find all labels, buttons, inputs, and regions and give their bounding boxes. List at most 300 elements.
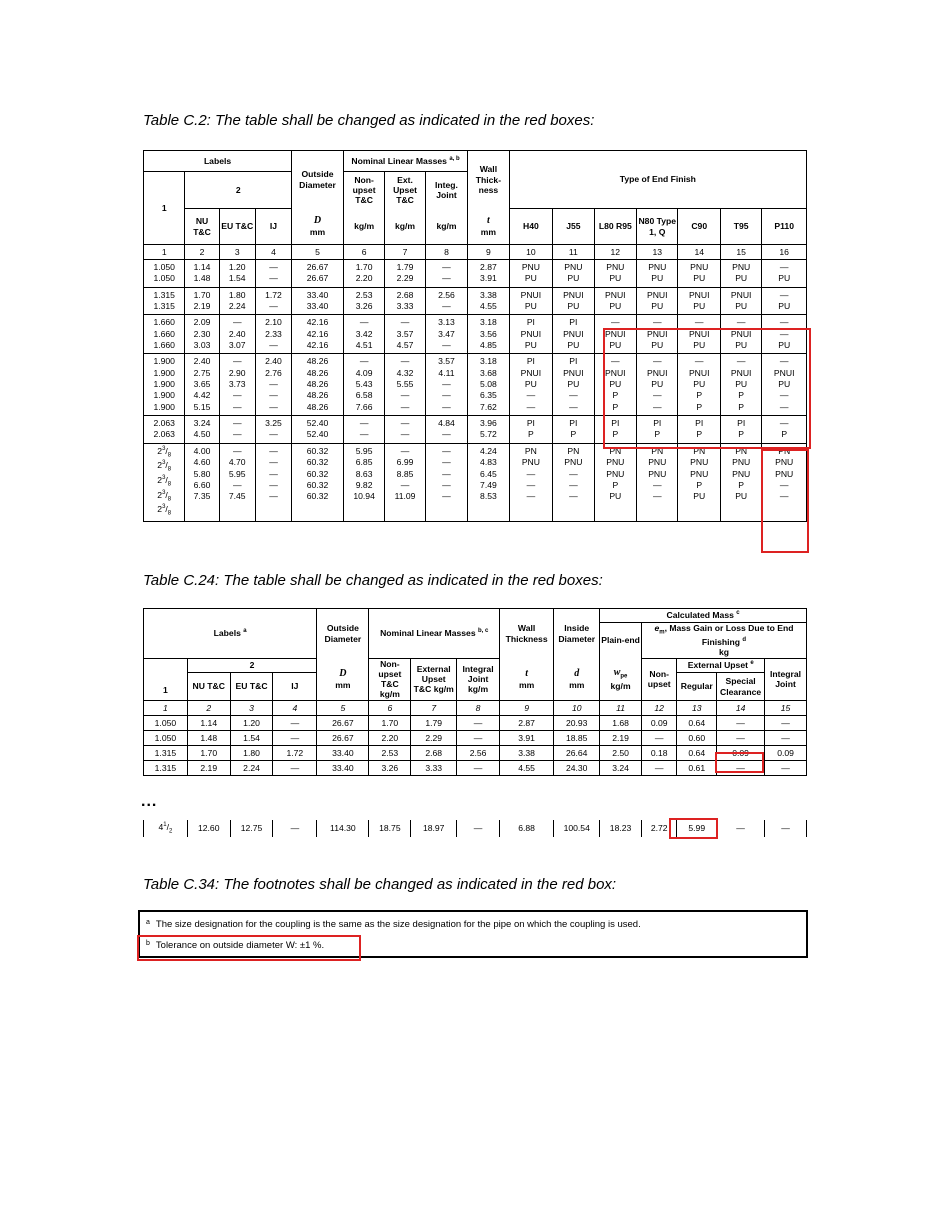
table-cell (385, 315, 425, 354)
header-kgm: kg/m (425, 209, 467, 245)
column-number: 6 (369, 700, 411, 715)
table-cell (255, 315, 291, 354)
table-cell (468, 443, 509, 521)
cell-value: 3.26 (355, 301, 373, 312)
cell-value: 3.68 (480, 367, 497, 378)
table-cell: 0.64 (677, 715, 717, 730)
cell-value: 1.80 (228, 289, 246, 300)
column-number: 11 (553, 245, 594, 260)
header-nominal-masses: Nominal Linear Masses $^{b, c}$ (369, 609, 499, 659)
cell-value: P (738, 429, 745, 440)
table-cell (385, 260, 425, 288)
table-cell: 0.09 (765, 745, 807, 760)
cell-value: PNUI (605, 328, 626, 339)
header-j55: J55 (553, 209, 594, 245)
cell-value: PU (735, 273, 748, 284)
table-row (144, 416, 807, 444)
cell-value: PNU (775, 468, 794, 479)
cell-value: — (269, 262, 278, 272)
cell-value: 5.95 (355, 445, 373, 456)
row-group (144, 260, 807, 288)
table-cell (637, 287, 678, 315)
cell-value: — (442, 340, 451, 351)
table-cell (594, 443, 636, 521)
table-cell: 0.60 (677, 730, 717, 745)
caption-table-c34: Table C.34: The footnotes shall be changed as indicated in the red box: (143, 876, 617, 893)
cell-value: — (779, 262, 789, 272)
cell-value: PNUI (520, 367, 542, 378)
cell-value: — (359, 356, 369, 367)
cell-value: — (652, 479, 662, 490)
table-cell (678, 315, 720, 354)
cell-value: — (569, 491, 578, 502)
cell-value: 4.42 (193, 390, 211, 401)
cell-value: 1.72 (265, 289, 282, 300)
column-number: 15 (720, 245, 761, 260)
table-cell (343, 315, 384, 354)
cell-value: PNU (606, 262, 625, 272)
cell-value: — (779, 390, 789, 401)
header-nu: NU T&C (187, 673, 230, 700)
table-cell (637, 354, 678, 416)
table-cell (144, 260, 185, 288)
cell-value: — (526, 491, 536, 502)
ellipsis: ... (141, 793, 158, 810)
header-labels: Labels (144, 151, 292, 172)
table-cell: — (717, 820, 765, 837)
cell-value: — (442, 401, 451, 412)
cell-value: 2.09 (193, 317, 211, 328)
cell-value: — (442, 491, 451, 502)
table-cell (468, 260, 509, 288)
cell-value: 4.60 (193, 457, 211, 468)
cell-value: 1.900 (153, 379, 175, 390)
cell-value: PU (651, 340, 664, 351)
table-cell: 0.09 (717, 745, 765, 760)
table-cell: — (273, 820, 317, 837)
cell-value: PU (735, 301, 748, 312)
header-kgm: kg/m (385, 209, 425, 245)
table-cell (594, 287, 636, 315)
cell-value: — (694, 356, 704, 367)
table-cell (425, 260, 467, 288)
column-number: 13 (677, 700, 717, 715)
table-cell (144, 354, 185, 416)
table-cell (509, 287, 553, 315)
cell-value: 4.50 (193, 429, 211, 440)
table-cell (678, 287, 720, 315)
table-cell: — (457, 760, 500, 775)
cell-value: 2.76 (265, 367, 282, 378)
cell-value: $2^3/_8$ (157, 445, 172, 459)
cell-value: — (232, 390, 242, 401)
table-cell (255, 416, 291, 444)
column-number: 2 (185, 245, 219, 260)
cell-value: — (736, 317, 746, 328)
table-cell: 3.24 (600, 760, 642, 775)
column-number: 3 (219, 245, 255, 260)
cell-value: 52.40 (306, 429, 329, 440)
table-cell: — (457, 820, 500, 837)
table-c24-last-row (143, 820, 807, 837)
cell-value: — (359, 418, 369, 429)
cell-value: — (269, 379, 278, 390)
cell-value: 1.900 (153, 356, 175, 367)
table-cell: 2.53 (369, 745, 411, 760)
cell-value: PU (567, 301, 580, 312)
cell-value: — (779, 401, 789, 412)
cell-value: 6.35 (480, 390, 497, 401)
header-wall-thickness: Wall Thickness (499, 609, 553, 659)
column-number: 10 (509, 245, 553, 260)
column-number: 9 (499, 700, 553, 715)
cell-value: — (400, 418, 410, 429)
cell-value: — (526, 390, 536, 401)
column-number: 2 (187, 700, 230, 715)
header-labels: Labels $^a$ (144, 609, 317, 659)
cell-value: — (611, 317, 620, 328)
column-number: 8 (425, 245, 467, 260)
cell-value: 3.73 (228, 379, 246, 390)
table-cell (637, 260, 678, 288)
cell-value: — (400, 429, 410, 440)
table-cell (425, 315, 467, 354)
table-cell: 1.20 (230, 715, 273, 730)
cell-value: PU (651, 379, 664, 390)
cell-value: 4.57 (396, 340, 414, 351)
header-h40: H40 (509, 209, 553, 245)
table-row (144, 730, 807, 745)
cell-value: P (612, 479, 619, 490)
table-cell (255, 443, 291, 521)
cell-value: 3.42 (355, 328, 373, 339)
table-cell (762, 287, 807, 315)
header-eu: EU T&C (230, 673, 273, 700)
cell-value: 7.62 (480, 401, 497, 412)
cell-value: — (400, 356, 410, 367)
table-cell (292, 416, 344, 444)
cell-value: — (442, 445, 451, 456)
table-cell: — (273, 730, 317, 745)
cell-value: PU (735, 340, 748, 351)
table-cell (219, 416, 255, 444)
table-cell: 2.19 (187, 760, 230, 775)
cell-value: 3.91 (480, 273, 497, 284)
cell-value: 5.72 (480, 429, 497, 440)
table-cell (637, 443, 678, 521)
cell-value: 60.32 (306, 491, 329, 502)
cell-value: 2.33 (265, 328, 282, 339)
cell-value: PNUI (773, 367, 795, 378)
table-cell (343, 287, 384, 315)
table-c2 (143, 150, 807, 522)
cell-value: — (442, 390, 451, 401)
cell-value: 1.660 (153, 317, 175, 328)
cell-value: — (569, 479, 578, 490)
table-row (144, 315, 807, 354)
header-eu: EU T&C (219, 209, 255, 245)
cell-value: — (269, 301, 278, 312)
table-cell: 3.26 (369, 760, 411, 775)
header-regular: Regular (677, 673, 717, 700)
table-row (144, 260, 807, 288)
table-cell: 2.20 (369, 730, 411, 745)
header-external-upset: External Upset T&C kg/m (411, 658, 457, 700)
table-cell (255, 260, 291, 288)
cell-value: 8.53 (480, 491, 497, 502)
cell-value: 4.00 (193, 445, 211, 456)
table-cell (678, 443, 720, 521)
table-cell (185, 260, 219, 288)
header-outside-diameter: Outside Diameter (292, 151, 344, 209)
column-number: 11 (600, 700, 642, 715)
cell-value: 3.07 (228, 340, 246, 351)
cell-value: 4.85 (480, 340, 497, 351)
cell-value: 1.050 (153, 262, 175, 272)
cell-value: 1.900 (153, 401, 175, 412)
cell-value: PNUI (605, 367, 626, 378)
cell-value: PNUI (563, 328, 584, 339)
cell-value: — (269, 273, 278, 284)
caption-table-c2: Table C.2: The table shall be changed as indicated in the red boxes: (143, 112, 595, 129)
table-cell: 114.30 (317, 820, 369, 837)
table-cell (219, 354, 255, 416)
column-number: 1 (144, 245, 185, 260)
cell-value: PNU (606, 468, 625, 479)
header-integral-joint: Integral Joint (765, 658, 807, 700)
cell-value: — (400, 317, 410, 328)
cell-value: 2.40 (228, 328, 246, 339)
cell-value: PU (651, 301, 664, 312)
cell-value: 7.45 (228, 491, 246, 502)
table-row (144, 287, 807, 315)
cell-value: 2.56 (438, 289, 455, 300)
cell-value: PN (524, 445, 537, 456)
header-label-1: 1 (144, 658, 188, 700)
header-nominal-masses: Nominal Linear Masses $^{a, b}$ (343, 151, 467, 172)
table-row (144, 820, 807, 837)
header-nu: NU T&C (185, 209, 219, 245)
cell-value: — (442, 457, 451, 468)
cell-value: PN (651, 445, 664, 456)
table-cell (468, 287, 509, 315)
cell-value: P (696, 429, 703, 440)
caption-table-c24: Table C.24: The table shall be changed as indicated in the red boxes: (143, 572, 603, 589)
table-cell: — (765, 760, 807, 775)
cell-value: — (400, 401, 410, 412)
table-cell (292, 315, 344, 354)
table-c24 (143, 608, 807, 776)
cell-value: PU (524, 273, 537, 284)
cell-value: PNU (732, 468, 751, 479)
table-cell: 5.99 (677, 820, 717, 837)
table-cell: 0.64 (677, 745, 717, 760)
cell-value: PU (609, 340, 622, 351)
table-cell: 26.67 (317, 730, 369, 745)
cell-value: PNUI (520, 289, 542, 300)
header-plain-end: Plain-end (600, 623, 642, 659)
cell-value: PNUI (730, 328, 752, 339)
table-cell: 4.55 (499, 760, 553, 775)
cell-value: 2.063 (153, 429, 175, 440)
cell-value: 6.85 (355, 457, 373, 468)
table-cell: 1.050 (144, 715, 188, 730)
cell-value: 3.03 (193, 340, 211, 351)
header-nonup: Non-upset (641, 658, 676, 700)
table-cell (553, 315, 594, 354)
cell-value: PNUI (646, 289, 668, 300)
cell-value: — (232, 356, 242, 367)
cell-value: 4.11 (438, 367, 455, 378)
cell-value: PI (695, 418, 704, 429)
table-cell: 18.97 (411, 820, 457, 837)
column-number: 10 (554, 700, 600, 715)
cell-value: PNUI (520, 328, 542, 339)
column-number: 7 (411, 700, 457, 715)
cell-value: — (526, 479, 536, 490)
table-cell (720, 416, 761, 444)
cell-value: 42.16 (306, 317, 329, 328)
table-cell (509, 315, 553, 354)
cell-value: — (269, 429, 278, 440)
column-number: 9 (468, 245, 509, 260)
cell-value: 2.87 (480, 262, 497, 272)
header-outside-diameter: Outside Diameter (317, 609, 369, 659)
cell-value: PU (693, 273, 706, 284)
cell-value: PNU (732, 457, 751, 468)
cell-value: 2.75 (193, 367, 211, 378)
table-cell: 20.93 (554, 715, 600, 730)
table-cell: 18.23 (600, 820, 642, 837)
cell-value: 3.56 (480, 328, 497, 339)
cell-value: PNUI (688, 367, 710, 378)
cell-value: 8.63 (355, 468, 373, 479)
table-cell: 6.88 (499, 820, 553, 837)
table-cell (144, 443, 185, 521)
table-cell: — (457, 730, 500, 745)
cell-value: — (269, 457, 278, 468)
cell-value: 2.24 (228, 301, 246, 312)
cell-value: PN (778, 445, 791, 456)
cell-value: 3.25 (265, 418, 282, 429)
cell-value: — (736, 356, 746, 367)
cell-value: PI (526, 317, 535, 328)
table-cell (219, 260, 255, 288)
cell-value: — (652, 401, 662, 412)
cell-value: PN (567, 445, 580, 456)
cell-value: PNUI (646, 367, 668, 378)
table-cell (292, 260, 344, 288)
cell-value: 1.900 (153, 367, 175, 378)
cell-value: 60.32 (306, 468, 329, 479)
column-number: 5 (292, 245, 344, 260)
cell-value: 6.99 (396, 457, 414, 468)
cell-value: 9.82 (355, 479, 373, 490)
header-d-mm: D mm (317, 658, 369, 700)
table-cell: 12.60 (187, 820, 230, 837)
table-cell (385, 443, 425, 521)
cell-value: — (569, 401, 578, 412)
table-cell: 0.18 (641, 745, 676, 760)
cell-value: 3.96 (480, 418, 497, 429)
table-cell (762, 443, 807, 521)
table-cell: 3.91 (499, 730, 553, 745)
cell-value: 10.94 (353, 491, 375, 502)
cell-value: 2.30 (193, 328, 211, 339)
cell-value: 2.063 (153, 418, 175, 429)
header-calculated-mass: Calculated Mass $^c$ (600, 609, 807, 623)
header-wall-thickness: Wall Thick-ness (468, 151, 509, 209)
table-cell (553, 287, 594, 315)
cell-value: 2.19 (193, 301, 211, 312)
cell-value: — (269, 340, 278, 351)
cell-value: 1.14 (193, 262, 211, 272)
header-ext-upset: External Upset $^e$ (677, 658, 765, 673)
cell-value: 26.67 (306, 273, 329, 284)
table-cell: 1.48 (187, 730, 230, 745)
cell-value: 11.09 (394, 491, 416, 502)
table-cell (185, 354, 219, 416)
table-cell (185, 416, 219, 444)
cell-value: — (442, 429, 451, 440)
table-cell: 2.87 (499, 715, 553, 730)
cell-value: 4.09 (355, 367, 373, 378)
cell-value: 3.33 (396, 301, 414, 312)
cell-value: 3.47 (438, 328, 455, 339)
cell-value: PNU (606, 457, 625, 468)
table-cell: 18.85 (554, 730, 600, 745)
cell-value: P (738, 390, 745, 401)
table-cell: 2.29 (411, 730, 457, 745)
cell-value: 33.40 (306, 289, 329, 300)
cell-value: PNU (648, 468, 667, 479)
table-cell (762, 354, 807, 416)
header-integ: Integ. Joint (425, 172, 467, 209)
footnote-a: $^a$ The size designation for the coupling is the same as the size designation for the pipe on which the coupling is used. (146, 919, 641, 930)
column-number: 16 (762, 245, 807, 260)
cell-value: P (612, 390, 619, 401)
table-cell: — (717, 715, 765, 730)
cell-value: — (269, 401, 278, 412)
cell-value: — (652, 390, 662, 401)
table-cell: 3.33 (411, 760, 457, 775)
cell-value: 42.16 (306, 328, 329, 339)
table-cell (343, 260, 384, 288)
cell-value: PNU (521, 457, 540, 468)
cell-value: 48.26 (306, 390, 329, 401)
column-number: 8 (457, 700, 500, 715)
cell-value: 60.32 (306, 479, 329, 490)
header-wpe: $w_{pe}$ kg/m (600, 658, 642, 700)
table-cell (425, 287, 467, 315)
table-cell (292, 443, 344, 521)
cell-value: 6.58 (355, 390, 373, 401)
cell-value: $2^3/_8$ (157, 489, 172, 503)
cell-value: 4.55 (480, 301, 497, 312)
table-cell (720, 315, 761, 354)
header-integral: Integral Joint kg/m (457, 658, 500, 700)
column-number: 14 (717, 700, 765, 715)
cell-value: PNUI (730, 367, 752, 378)
table-cell: — (641, 760, 676, 775)
table-cell (219, 315, 255, 354)
cell-value: PU (609, 379, 622, 390)
cell-value: 1.48 (193, 273, 211, 284)
cell-value: 2.40 (265, 356, 282, 367)
table-cell: — (765, 820, 807, 837)
cell-value: PI (569, 356, 578, 367)
table-cell (720, 260, 761, 288)
